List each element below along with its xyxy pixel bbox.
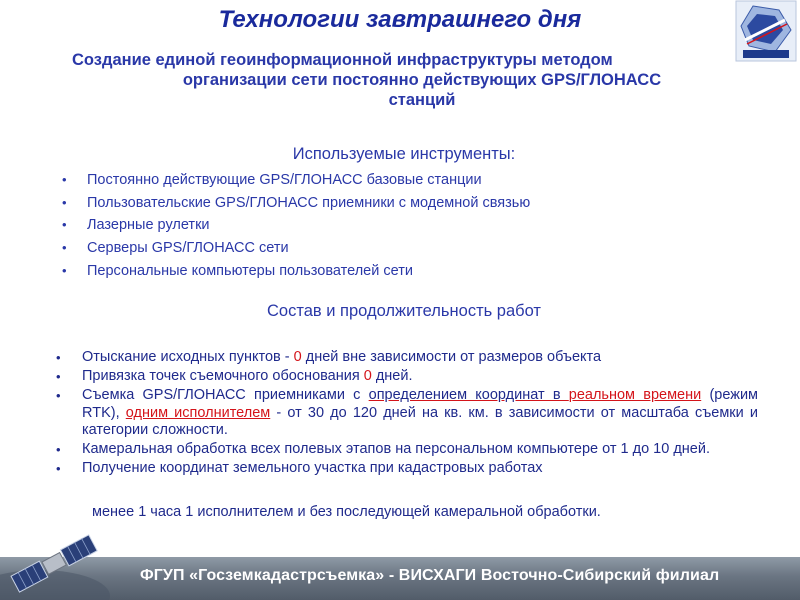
- work-3-realtime: реальном времени: [568, 387, 702, 404]
- bullet-icon: •: [56, 350, 61, 365]
- list-item: [62, 214, 530, 237]
- work-2-days: 0: [363, 368, 372, 385]
- slide-title: Технологии завтрашнего дня: [218, 6, 582, 33]
- work-4-text: Камеральная обработка всех полевых этапов на персональном компьютере от 1 до 10 дней.: [82, 441, 710, 458]
- bullet-icon: •: [56, 442, 61, 458]
- list-item-text: Лазерные рулетки: [87, 217, 210, 234]
- work-2-text: Привязка точек съемочного обоснования: [82, 368, 364, 385]
- list-item: [62, 260, 530, 283]
- bullet-icon: •: [56, 369, 61, 385]
- list-item-text: Серверы GPS/ГЛОНАСС сети: [87, 240, 289, 257]
- bullet-icon: •: [62, 172, 67, 187]
- list-item-text: Персональные компьютеры пользователей сети: [87, 262, 413, 279]
- list-item-text: Пользовательские GPS/ГЛОНАСС приемники с модемной связью: [87, 194, 531, 211]
- list-item: [62, 237, 530, 260]
- bullet-icon: •: [56, 388, 61, 404]
- works-heading: Состав и продолжительность работ: [267, 302, 541, 320]
- footer-organization: ФГУП «Госземкадастрсъемка» - ВИСХАГИ Восточно-Сибирский филиал: [140, 567, 720, 584]
- work-3-text-end: - от 30 до 120 дней на кв. км. в зависимости от масштаба съемки и категории сложности.: [82, 404, 758, 438]
- slide-subtitle: [72, 50, 752, 110]
- list-item-text: Постоянно действующие GPS/ГЛОНАСС базовые станции: [87, 172, 482, 188]
- bullet-icon: •: [56, 461, 61, 477]
- work-3-text: Съемка GPS/ГЛОНАСС приемниками с: [82, 387, 369, 404]
- tools-heading: Используемые инструменты:: [292, 145, 516, 163]
- work-1-text: Отыскание исходных пунктов -: [82, 349, 294, 365]
- subtitle-line-3: станций: [388, 91, 456, 109]
- bullet-icon: •: [62, 262, 67, 278]
- list-item: [56, 460, 758, 477]
- satellite-icon: [0, 518, 130, 600]
- subtitle-line-2: организации сети постоянно действующих GPS/ГЛОНАСС: [182, 71, 662, 89]
- list-item: [56, 441, 758, 458]
- bullet-icon: •: [62, 240, 67, 256]
- work-3-mode: (режим RTK),: [82, 387, 759, 421]
- works-list: [56, 349, 758, 479]
- list-item: [62, 169, 530, 192]
- work-5-text: Получение координат земельного участка при кадастровых работах: [82, 460, 543, 477]
- work-5-continuation: менее 1 часа 1 исполнителем и без последующей камеральной обработки.: [92, 504, 601, 520]
- work-3-single-operator: одним исполнителем: [125, 404, 271, 421]
- work-2-text-end: дней.: [371, 368, 413, 385]
- work-1-text-end: дней вне зависимости от размеров объекта: [301, 349, 602, 365]
- work-3-underlined: определением координат в: [368, 387, 569, 404]
- bullet-icon: •: [62, 194, 67, 210]
- list-item: [56, 368, 758, 385]
- subtitle-line-1: Создание единой геоинформационной инфраструктуры методом: [72, 51, 613, 69]
- work-1-days: 0: [293, 349, 302, 365]
- list-item: [56, 349, 758, 366]
- list-item: [62, 192, 530, 215]
- list-item: [56, 387, 758, 439]
- bullet-icon: •: [62, 217, 67, 233]
- tools-list: [62, 169, 530, 283]
